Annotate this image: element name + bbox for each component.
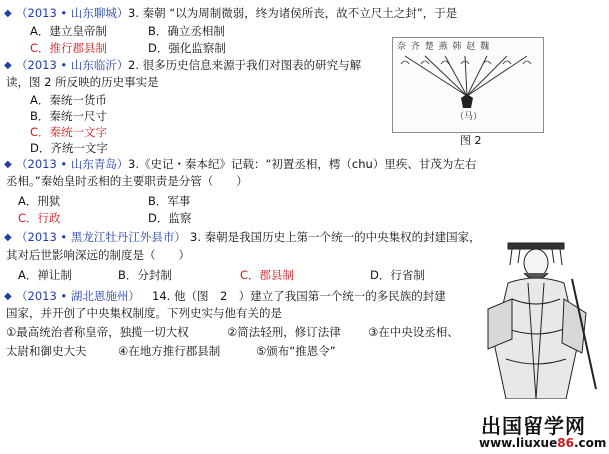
q5-item-1: ①最高统治者称皇帝，独揽一切大权 <box>6 325 189 339</box>
q2-option-d: D．齐统一文字 <box>30 141 108 155</box>
q1-option-c: C．推行郡县制 <box>30 41 108 55</box>
q5-item-3: ③在中央设丞相、 <box>368 325 459 339</box>
watermark-url-number: 86 <box>557 436 574 450</box>
bullet-diamond-icon: ◆ <box>4 159 12 170</box>
q4-option-a: A．禅让制 <box>18 268 72 282</box>
q5-source: （2013 • 湖北恩施州） <box>16 289 140 303</box>
watermark-url <box>479 436 606 450</box>
watermark-url-suffix: .com <box>573 436 607 450</box>
q2-option-c: C．秦统一文字 <box>30 125 108 139</box>
q2-option-a: A．秦统一货币 <box>30 93 107 107</box>
figure-2-state-labels: 奈 齐 楚 燕 韩 赵 魏 <box>397 42 491 52</box>
q1-option-b: B．确立丞相制 <box>148 24 225 38</box>
q5-item-3-continued: 太尉和御史大夫 <box>6 344 87 358</box>
bullet-diamond-icon: ◆ <box>4 291 12 302</box>
figure-2-center-label: （马） <box>455 112 483 122</box>
q2-stem-line1: 2. 很多历史信息来源于我们对图表的研究与解 <box>128 58 362 72</box>
q1-source: （2013 • 山东聊城） <box>16 6 129 20</box>
q1-option-a: A．建立皇帝制 <box>30 24 107 38</box>
watermark-title: 出国留学网 <box>481 414 586 438</box>
qin-shihuang-illustration <box>468 239 604 399</box>
q4-stem-line1: 3. 秦朝是我国历史上第一个统一的中央集权的封建国家， <box>190 230 481 244</box>
q3-option-c: C．行政 <box>18 211 61 225</box>
q5-item-4: ④在地方推行郡县制 <box>118 344 221 358</box>
q3-source: （2013 • 山东青岛） <box>16 157 129 171</box>
q4-source: （2013 • 黑龙江牡丹江外县市） <box>16 230 186 244</box>
q2-option-b: B．秦统一尺寸 <box>30 109 107 123</box>
figure-2-script-diagram <box>392 37 544 133</box>
q5-stem-line1: 14. 他（图 2 ）建立了我国第一个统一的多民族的封建 <box>152 289 446 303</box>
q5-stem-line2: 国家，并开创了中央集权制度。下列史实与他有关的是 <box>6 306 282 320</box>
q1-option-d: D．强化监察制 <box>148 41 226 55</box>
q4-stem-line2: 其对后世影响深远的制度是（ ） <box>6 248 190 262</box>
q3-option-a: A．刑狱 <box>18 194 61 208</box>
q2-source: （2013 • 山东临沂） <box>16 58 129 72</box>
watermark-url-prefix: www.liuxue <box>479 436 558 450</box>
bullet-diamond-icon: ◆ <box>4 60 12 71</box>
q2-stem-line2: 读，图 2 所反映的历史事实是 <box>6 75 159 89</box>
q4-option-c: C．郡县制 <box>240 268 295 282</box>
q4-option-d: D．行省制 <box>370 268 425 282</box>
bullet-diamond-icon: ◆ <box>4 8 12 19</box>
q3-option-d: D．监察 <box>148 211 192 225</box>
q3-option-b: B．军事 <box>148 194 191 208</box>
q4-option-b: B．分封制 <box>118 268 172 282</box>
q3-stem-line1: 3.《史记・秦本纪》记载：“初置丞相，樗（chu）里疾、甘茂为左右 <box>128 157 477 171</box>
bullet-diamond-icon: ◆ <box>4 232 12 243</box>
q3-stem-line2: 丞相。”秦始皇时丞相的主要职责是分管（ ） <box>6 174 248 188</box>
q5-item-5: ⑤颁布“推恩令” <box>256 344 336 358</box>
q1-stem: 3. 秦朝 “以为周制微弱，终为诸侯所丧，故不立尺土之封”，于是 <box>128 6 458 20</box>
q5-item-2: ②简法轻刑，修订法律 <box>227 325 341 339</box>
figure-2-caption: 图 2 <box>460 134 482 147</box>
